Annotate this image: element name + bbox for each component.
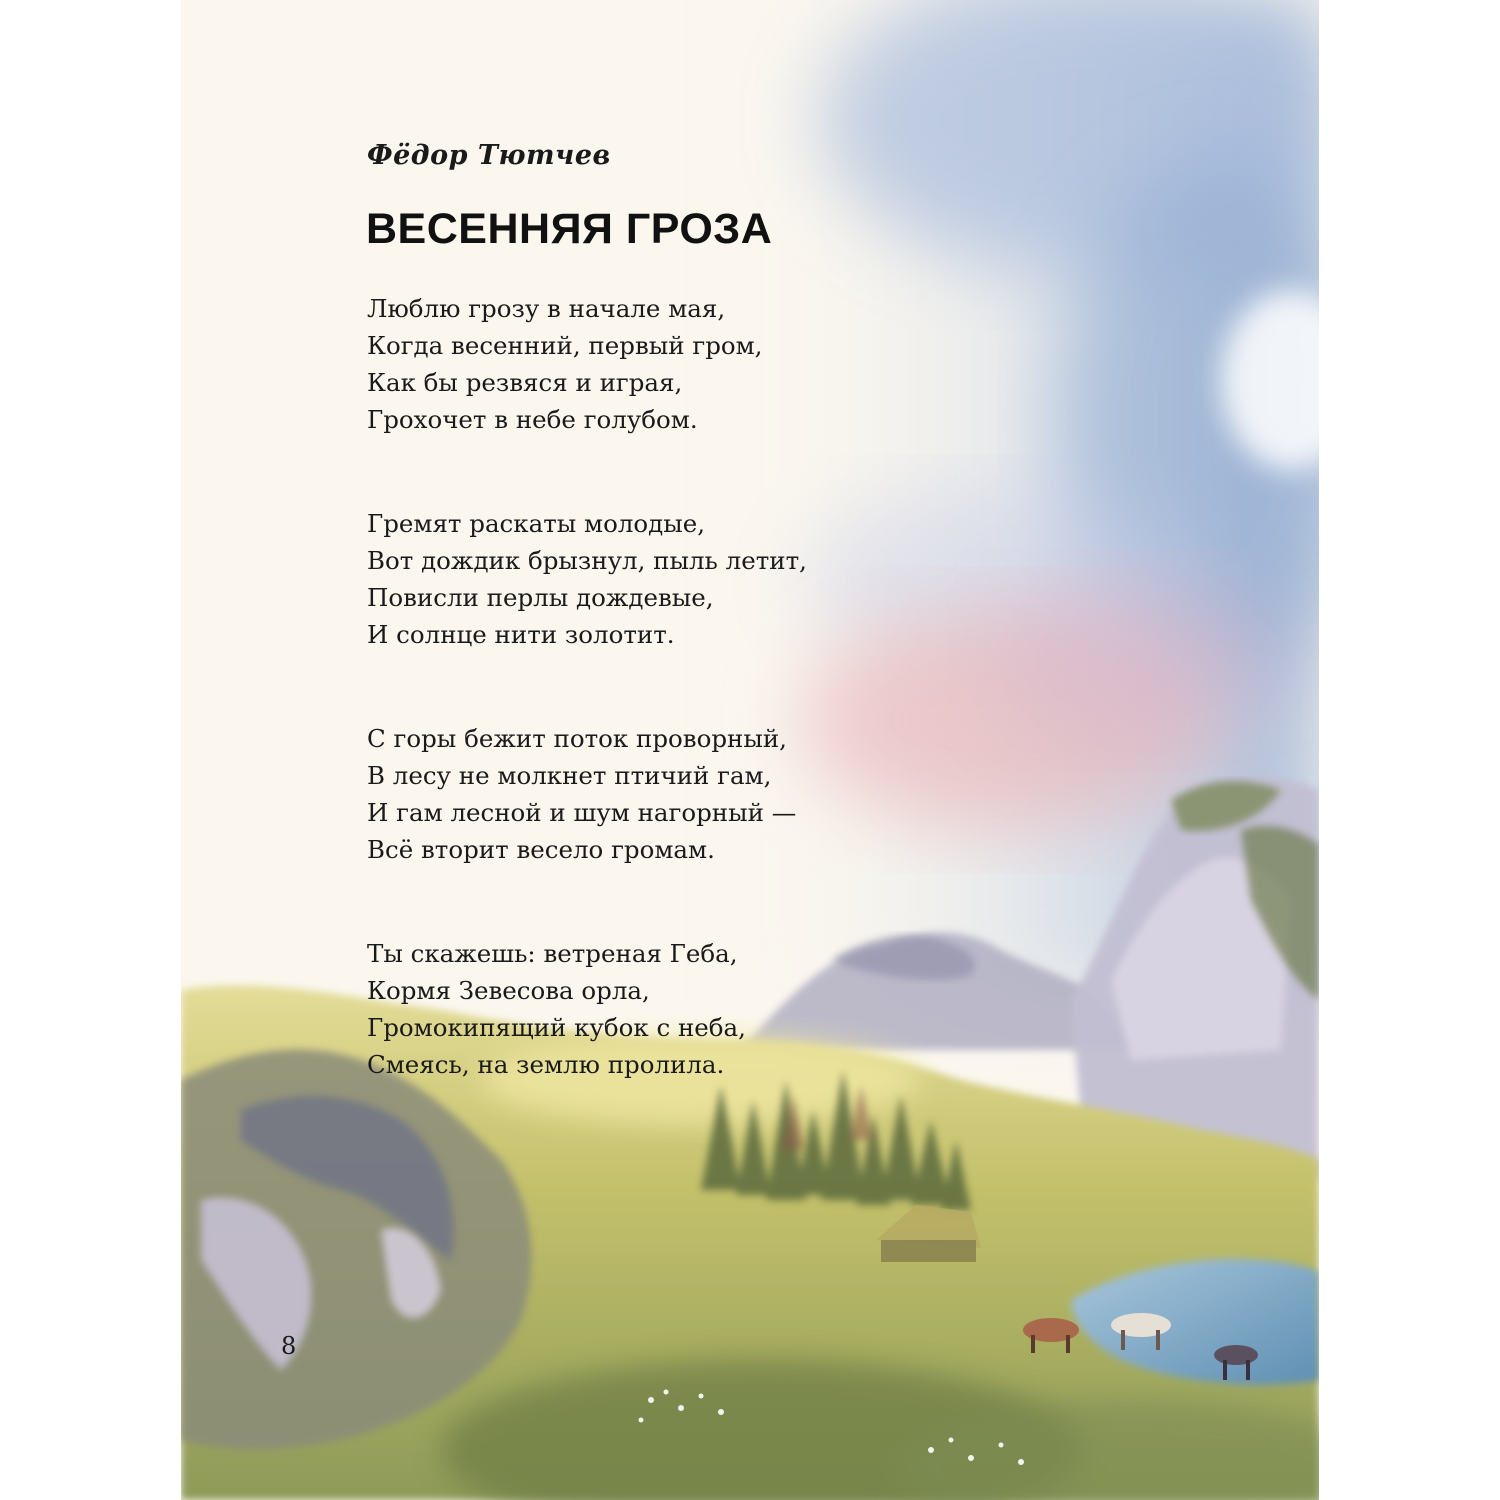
poem-line: Всё вторит весело громам. — [367, 835, 715, 864]
poem-line: Громокипящий кубок с неба, — [367, 1013, 746, 1042]
poem-line: С горы бежит поток проворный, — [367, 724, 787, 753]
stanza — [367, 935, 807, 1083]
author-name: Фёдор Тютчев — [367, 140, 611, 171]
poem-line: Когда весенний, первый гром, — [367, 331, 763, 360]
stanza — [367, 290, 807, 438]
poem-line: Грохочет в небе голубом. — [367, 405, 698, 434]
poem-line: Вот дождик брызнул, пыль летит, — [367, 546, 807, 575]
stanza — [367, 720, 807, 868]
poem-line: Гремят раскаты молодые, — [367, 509, 706, 538]
poem-title: ВЕСЕННЯЯ ГРОЗА — [366, 205, 773, 253]
stanza — [367, 505, 807, 653]
poem-line: Смеясь, на землю пролила. — [367, 1050, 725, 1079]
poem-line: Люблю грозу в начале мая, — [367, 294, 726, 323]
poem-line: Ты скажешь: ветреная Геба, — [367, 939, 738, 968]
poem-body — [367, 290, 807, 1150]
poem-line: Кормя Зевесова орла, — [367, 976, 650, 1005]
book-page — [181, 0, 1319, 1500]
page-number: 8 — [281, 1332, 297, 1360]
poem-line: И солнце нити золотит. — [367, 620, 675, 649]
poem-line: Повисли перлы дождевые, — [367, 583, 714, 612]
poem-line: И гам лесной и шум нагорный — — [367, 798, 797, 827]
poem-line: Как бы резвяся и играя, — [367, 368, 683, 397]
poem-line: В лесу не молкнет птичий гам, — [367, 761, 772, 790]
